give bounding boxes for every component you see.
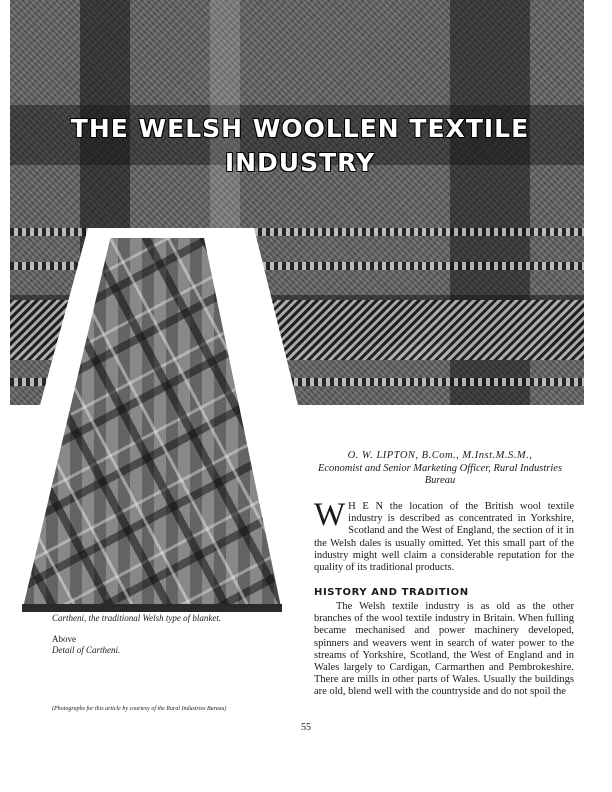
photo-caption: Cartheni, the traditional Welsh type of blanket.	[52, 613, 222, 623]
drop-cap: W	[314, 497, 346, 533]
author-role: Economist and Senior Marketing Officer, Rural Industries Bureau	[317, 463, 563, 486]
intro-text: H E N the location of the British wool textile industry is described as concentrated in Yorkshire, Scotland and the West of England, the section of it in the Welsh dales is usually omitted. Yet this small part of the industry might well claim a considerable reputation for the quality of its traditional products.	[314, 501, 574, 574]
section-paragraph: The Welsh textile industry is as old as the other branches of the wool textile industry in Britain. When fulling became mechanised and power machinery developed, spinners and weavers went in search of water power to the streams of Yorkshire, Scotland, the West of England and in Wales largely to Cardigan, Carmarthen and Pembrokeshire. There are mills in other parts of Wales. Usually the buildings are old, blend well with the countryside and do not spoil the	[314, 601, 574, 698]
caption-above-label: Above	[52, 634, 76, 644]
article-title-line-1: THE WELSH WOOLLEN TEXTILE	[70, 114, 530, 143]
caption-above-text: Detail of Cartheni.	[52, 645, 121, 655]
section-heading: HISTORY AND TRADITION	[314, 587, 469, 598]
intro-paragraph	[314, 497, 574, 574]
article-title-line-2: INDUSTRY	[224, 148, 376, 177]
photo-credit: (Photographs for this article by courtesy of the Rural Industries Bureau)	[52, 706, 227, 712]
page-number: 55	[301, 722, 311, 733]
blanket-photo-base	[22, 604, 282, 612]
author-name: O. W. LIPTON, B.Com., M.Inst.M.S.M.,	[347, 450, 533, 461]
